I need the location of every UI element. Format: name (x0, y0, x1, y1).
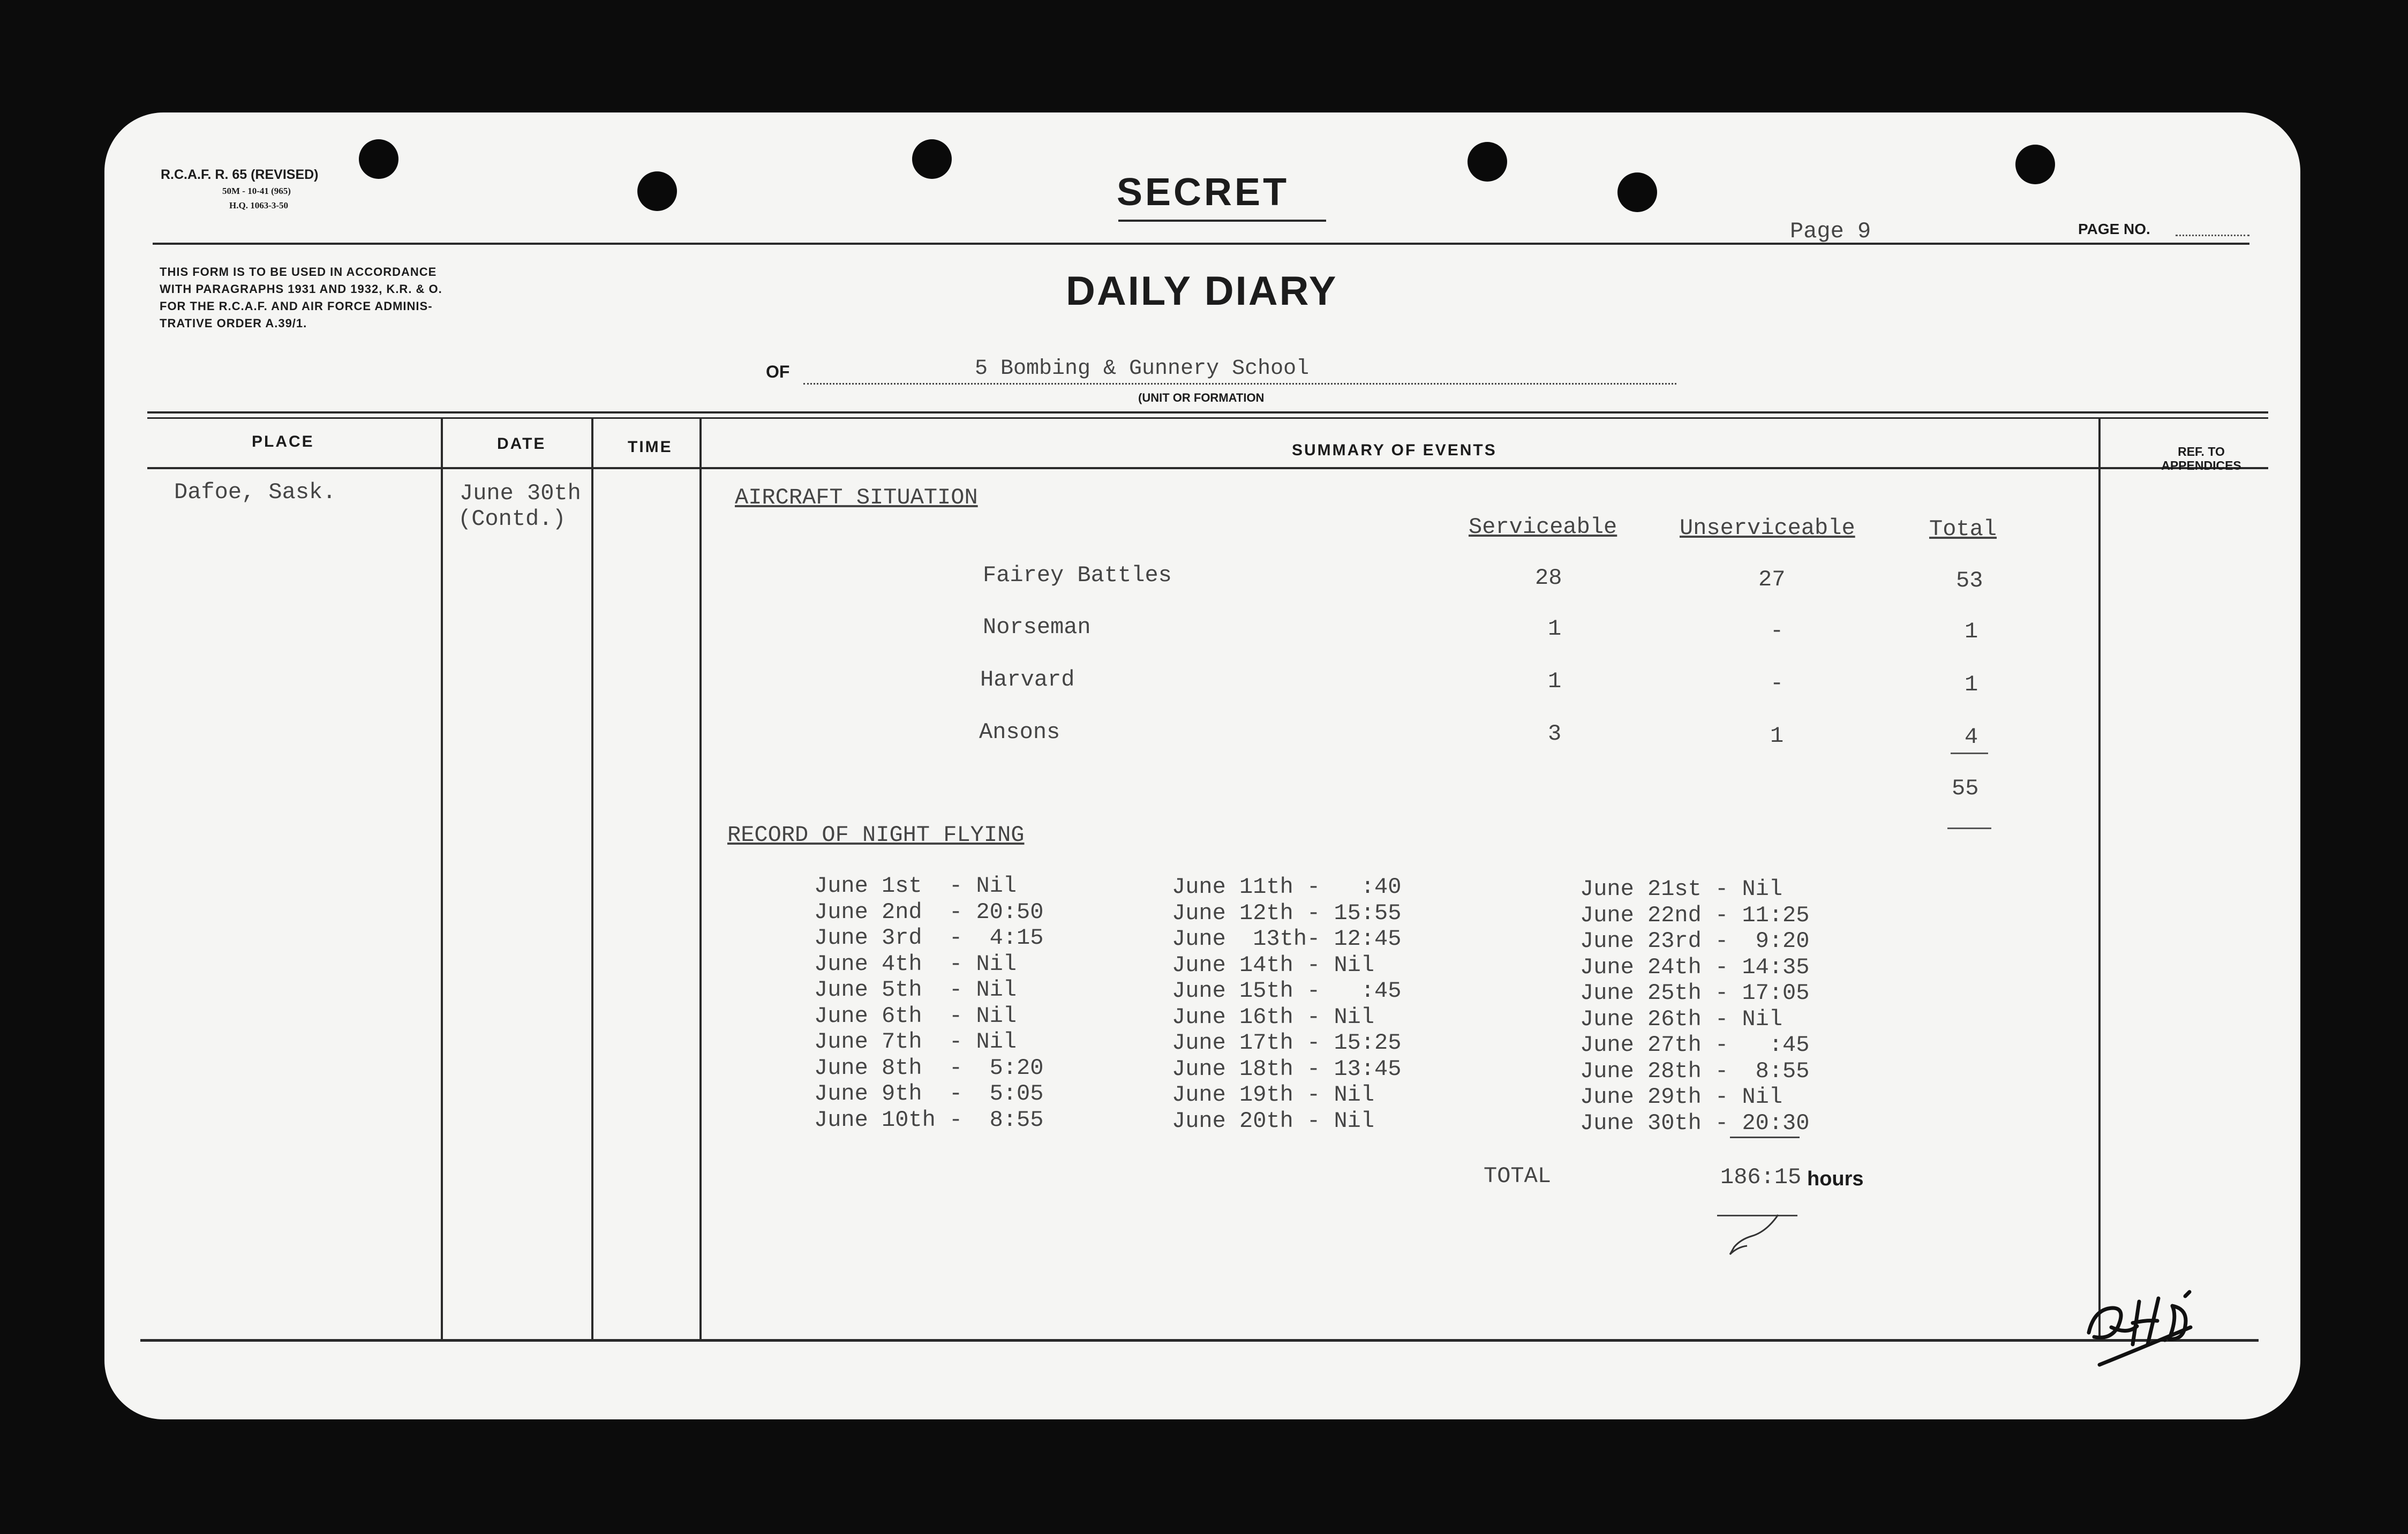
column-header-rule (147, 467, 2268, 469)
punch-hole (2015, 145, 2055, 184)
night-flying-entry: June 6th - Nil (814, 1003, 1017, 1029)
night-flying-entry: June 30th - 20:30 (1580, 1110, 1810, 1136)
aircraft-unserviceable: - (1770, 618, 1784, 644)
unit-name: 5 Bombing & Gunnery School (975, 357, 1310, 381)
night-flying-entry: June 18th - 13:45 (1172, 1056, 1402, 1082)
night-flying-entry: June 16th - Nil (1172, 1004, 1375, 1030)
night-flying-entry: June 13th- 12:45 (1172, 926, 1402, 952)
aircraft-total: 1 (1965, 672, 1978, 697)
form-title: DAILY DIARY (1066, 268, 1338, 314)
aircraft-serviceable: 28 (1535, 565, 1562, 591)
table-top-rule (147, 417, 2268, 419)
punch-hole (1617, 172, 1657, 212)
punch-hole (359, 139, 398, 179)
aircraft-name: Ansons (979, 719, 1060, 745)
aircraft-serviceable: 3 (1548, 721, 1562, 747)
night-flying-entry: June 12th - 15:55 (1172, 900, 1402, 926)
classification-underline (1118, 220, 1326, 222)
form-number: R.C.A.F. R. 65 (REVISED) (161, 167, 319, 182)
night-flying-entry: June 24th - 14:35 (1580, 954, 1810, 980)
night-flying-entry: June 26th - Nil (1580, 1006, 1783, 1032)
column-header-date: DATE (497, 435, 546, 453)
entry-date: June 30th (460, 480, 581, 506)
night-flying-entry: June 22nd - 11:25 (1580, 902, 1810, 928)
total-sum-rule (1951, 753, 1988, 754)
aircraft-serviceable: 1 (1548, 616, 1562, 642)
aircraft-serviceable: 1 (1548, 668, 1562, 694)
column-header-summary: SUMMARY OF EVENTS (1292, 441, 1497, 459)
night-flying-entry: June 2nd - 20:50 (814, 899, 1044, 925)
column-divider (591, 418, 593, 1339)
aircraft-unserviceable: 27 (1758, 567, 1786, 592)
night-flying-column (814, 873, 1043, 1133)
aircraft-grand-total: 55 (1952, 776, 1979, 801)
night-flying-entry: June 11th - :40 (1172, 874, 1402, 900)
punch-hole (637, 171, 677, 211)
column-divider (699, 418, 702, 1339)
classification-stamp: SECRET (1117, 171, 1290, 214)
night-flying-entry: June 19th - Nil (1172, 1082, 1375, 1108)
page-number-label: PAGE NO. (2078, 221, 2150, 237)
form-instructions: THIS FORM IS TO BE USED IN ACCORDANCE WITH PARAGRAPHS 1931 AND 1932, K.R. & O. FOR THE R.C.A.F. AND AIR FORCE ADMINIS- TRATIVE ORDER A.39/1. (160, 265, 442, 330)
table-top-rule (147, 411, 2268, 413)
night-flying-entry: June 20th - Nil (1172, 1108, 1375, 1134)
page-number-typed: Page 9 (1790, 219, 1871, 244)
night-flying-entry: June 9th - 5:05 (814, 1081, 1044, 1107)
handwritten-initials (2078, 1264, 2217, 1371)
last-entry-underline (1730, 1137, 1800, 1138)
aircraft-unserviceable: 1 (1770, 723, 1784, 749)
night-flying-total-value: 186:15 (1720, 1164, 1802, 1190)
form-print-info: 50M - 10-41 (965) (222, 186, 291, 196)
night-flying-total-unit: hours (1807, 1168, 1864, 1190)
night-flying-entry: June 28th - 8:55 (1580, 1058, 1810, 1084)
night-flying-entry: June 7th - Nil (814, 1029, 1017, 1055)
night-flying-column (1172, 874, 1401, 1134)
aircraft-total: 4 (1965, 724, 1978, 750)
night-flying-entry: June 25th - 17:05 (1580, 980, 1810, 1006)
night-flying-entry: June 23rd - 9:20 (1580, 928, 1810, 954)
column-header-place: PLACE (252, 433, 314, 450)
night-flying-total-label: TOTAL (1484, 1163, 1552, 1189)
aircraft-situation-heading: AIRCRAFT SITUATION (735, 485, 978, 510)
unit-of-label: OF (766, 362, 790, 381)
night-flying-entry: June 21st - Nil (1580, 876, 1783, 902)
night-flying-entry: June 3rd - 4:15 (814, 925, 1044, 951)
night-flying-entry: June 4th - Nil (814, 951, 1017, 977)
night-flying-entry: June 27th - :45 (1580, 1032, 1810, 1058)
aircraft-total: 1 (1965, 619, 1978, 644)
col-total: Total (1929, 516, 1997, 542)
night-flying-column (1580, 876, 1809, 1136)
column-header-time: TIME (628, 438, 673, 456)
night-flying-entry: June 10th - 8:55 (814, 1107, 1044, 1133)
unit-dotted-line (803, 383, 1676, 385)
aircraft-name: Fairey Battles (983, 562, 1172, 588)
column-divider (2098, 418, 2101, 1339)
col-serviceable: Serviceable (1469, 514, 1617, 540)
punch-hole (912, 139, 952, 179)
night-flying-heading: RECORD OF NIGHT FLYING (727, 822, 1025, 848)
form-print-info: H.Q. 1063-3-50 (229, 200, 289, 210)
aircraft-unserviceable: - (1770, 671, 1784, 696)
grand-total-rule (1947, 828, 1991, 829)
entry-date: (Contd.) (458, 506, 566, 532)
header-rule (153, 243, 2249, 245)
unit-caption: (UNIT OR FORMATION (1138, 391, 1265, 404)
col-unserviceable: Unserviceable (1680, 515, 1855, 541)
page-number-dots (2176, 235, 2249, 236)
aircraft-name: Norseman (983, 614, 1091, 640)
entry-place: Dafoe, Sask. (174, 479, 336, 505)
initials-signature-mark (1719, 1212, 1794, 1260)
aircraft-total: 53 (1956, 568, 1983, 593)
column-header-ref: REF. TO APPENDICES (2161, 445, 2241, 472)
night-flying-entry: June 5th - Nil (814, 977, 1017, 1003)
night-flying-entry: June 8th - 5:20 (814, 1055, 1044, 1081)
night-flying-entry: June 29th - Nil (1580, 1084, 1783, 1110)
punch-hole (1468, 142, 1507, 182)
night-flying-entry: June 17th - 15:25 (1172, 1030, 1402, 1056)
column-divider (441, 418, 443, 1339)
night-flying-entry: June 15th - :45 (1172, 978, 1402, 1004)
aircraft-name: Harvard (980, 667, 1075, 693)
night-flying-entry: June 14th - Nil (1172, 952, 1375, 978)
table-bottom-rule (140, 1339, 2259, 1342)
night-flying-entry: June 1st - Nil (814, 873, 1017, 899)
